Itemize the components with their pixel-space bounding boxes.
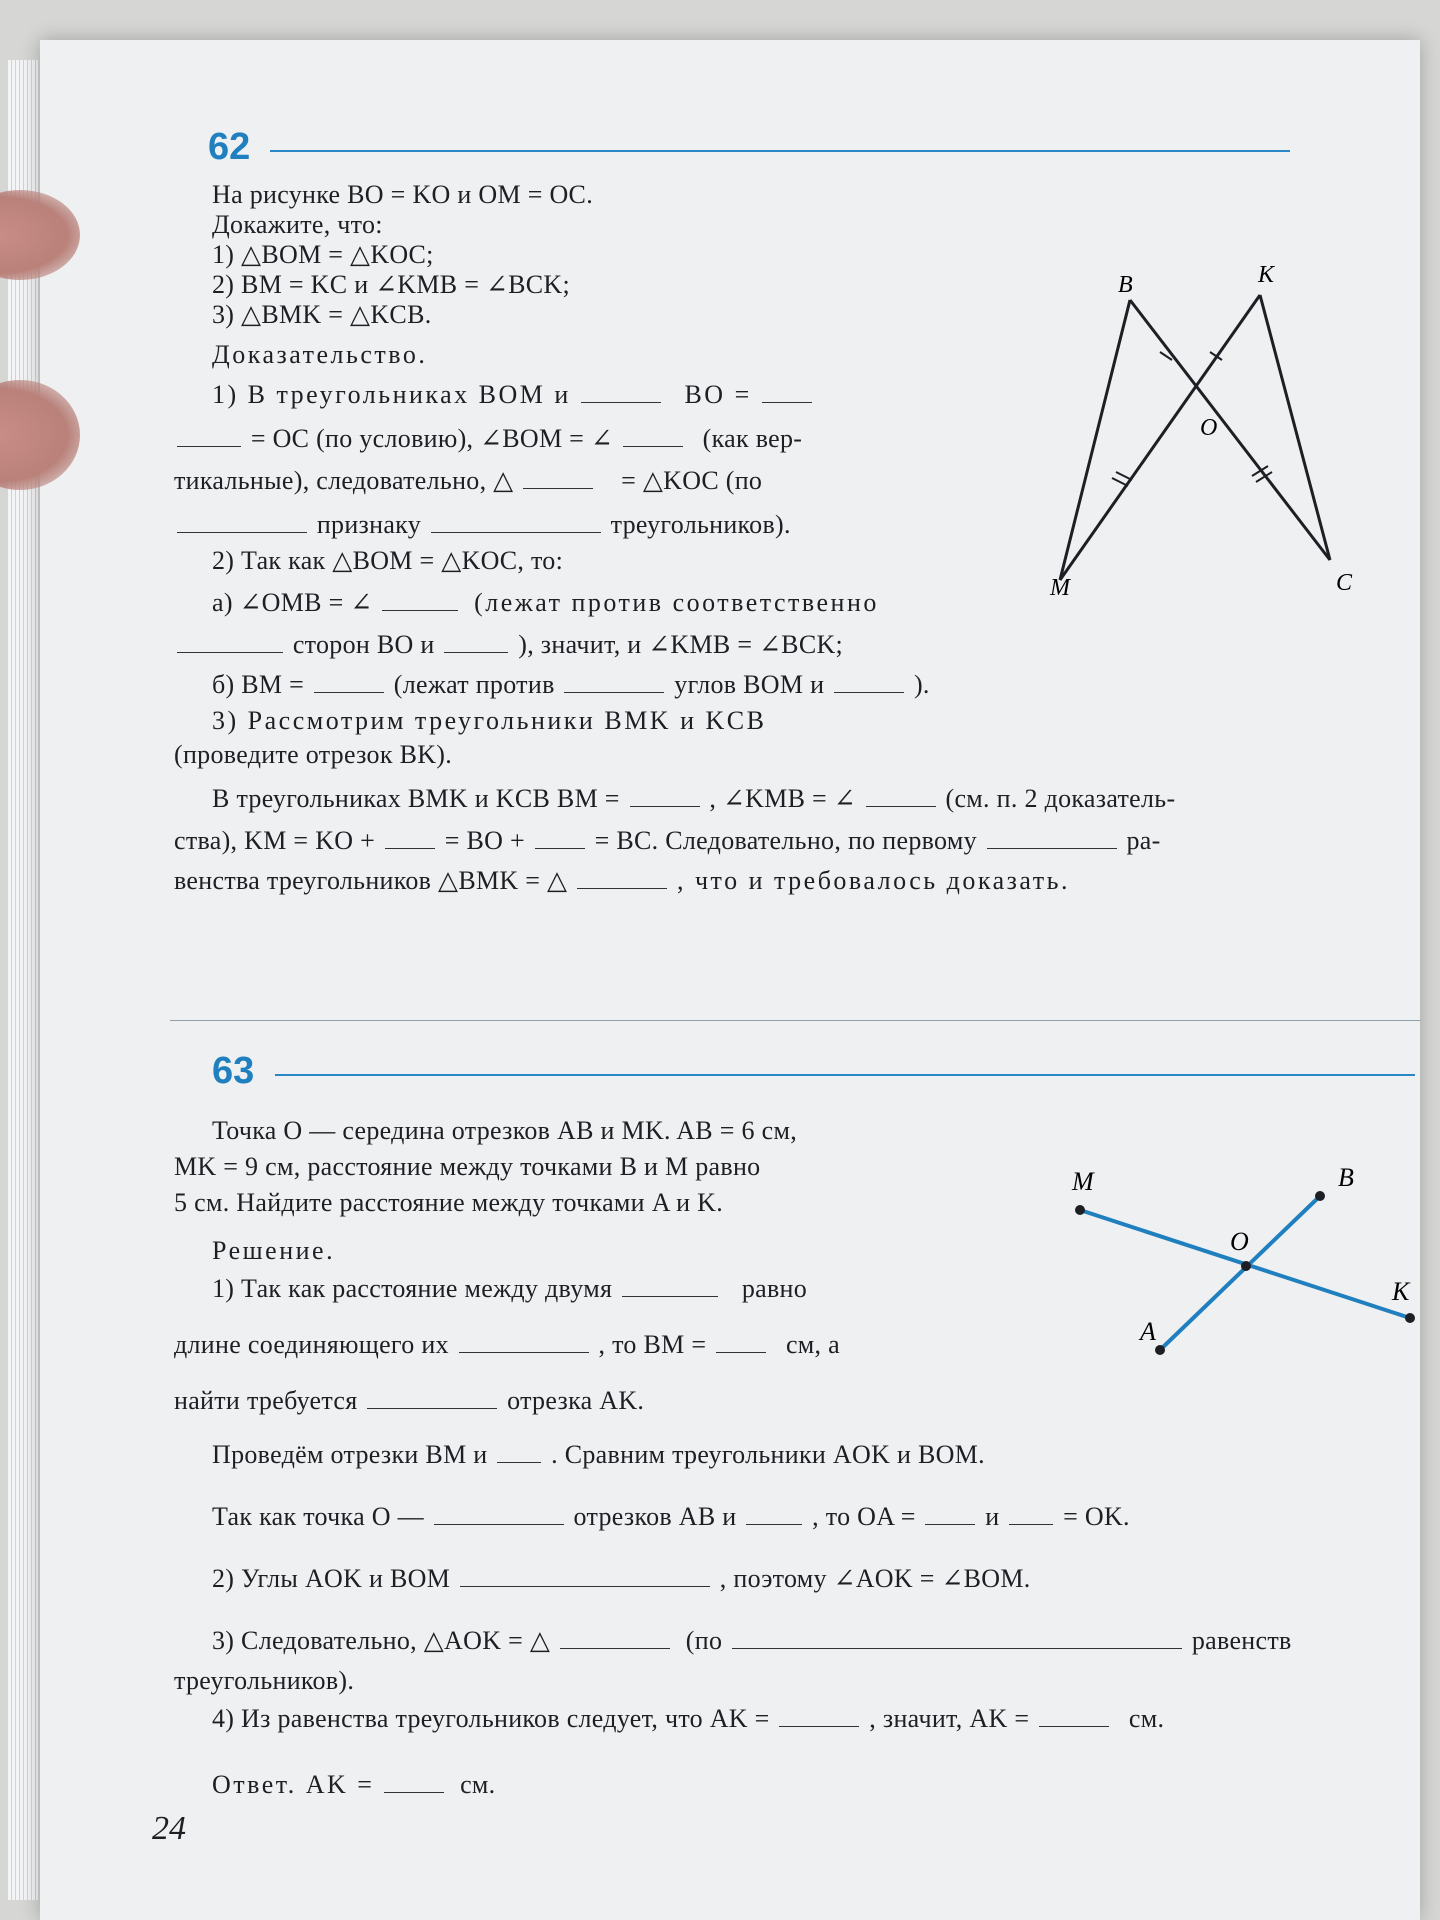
blank[interactable] [623, 424, 683, 447]
task-63-solution-heading: Решение. [212, 1236, 336, 1265]
page-stack-edges [8, 60, 38, 1900]
segment-bm [1060, 300, 1130, 580]
blank[interactable] [925, 1502, 975, 1525]
blank[interactable] [385, 826, 435, 849]
task-63-condition-3: 5 см. Найдите расстояние между точками A и K. [174, 1188, 724, 1217]
task-62-step2a-line2: сторон BO и ), значит, и ∠KMB = ∠BCK; [174, 630, 843, 660]
blank[interactable] [779, 1704, 859, 1727]
label-a: A [1140, 1317, 1156, 1346]
task-62-figure [1040, 260, 1360, 600]
task-62-step1-line4: признаку треугольников). [174, 510, 791, 540]
segment-kc [1260, 295, 1330, 560]
blank[interactable] [367, 1386, 497, 1409]
task-62-step2: 2) Так как △BOM = △KOC, то: [212, 546, 564, 575]
blank[interactable] [523, 466, 593, 489]
label-b: B [1338, 1163, 1354, 1192]
blank[interactable] [1039, 1704, 1109, 1727]
task-63-step1-line3: найти требуется отрезка AK. [174, 1386, 645, 1415]
blank[interactable] [716, 1330, 766, 1353]
label-c: C [1336, 570, 1353, 596]
blank[interactable] [866, 784, 936, 807]
blank[interactable] [622, 1274, 718, 1297]
label-o: O [1230, 1227, 1249, 1256]
label-b: B [1118, 272, 1133, 298]
task-62-prove-heading: Докажите, что: [212, 210, 383, 239]
blank[interactable] [732, 1626, 1182, 1649]
blank[interactable] [497, 1440, 541, 1463]
point-a [1155, 1345, 1165, 1355]
task-62-step3-line2: ства), KM = KO + = BO + = BC. Следовательно, по первому ра- [174, 826, 1161, 855]
task-62-claim-3: 3) △BMK = △KCB. [212, 300, 432, 329]
point-o [1241, 1261, 1251, 1271]
blank[interactable] [444, 630, 508, 653]
task-63-condition-2: MK = 9 см, расстояние между точками B и M равно [174, 1152, 761, 1181]
task-63-step1-line1: 1) Так как расстояние между двумя равно [212, 1274, 808, 1303]
section-divider [170, 1020, 1420, 1021]
blank[interactable] [834, 670, 904, 693]
task-63-step3-line1: 3) Следовательно, △AOK = △ (по равенств [212, 1626, 1292, 1655]
label-m: M [1050, 575, 1070, 600]
task-62-step1-line2: = OC (по условию), ∠BOM = ∠ (как вер- [174, 424, 802, 454]
point-m [1075, 1205, 1085, 1215]
task-62-condition: На рисунке BO = KO и OM = OC. [212, 180, 593, 209]
task-number-63: 63 [212, 1050, 255, 1092]
task-63-figure [1030, 1150, 1420, 1380]
task-62-claim-2: 2) BM = KC и ∠KMB = ∠BCK; [212, 270, 570, 299]
blank[interactable] [560, 1626, 670, 1649]
task-63-step3-line2: треугольников). [174, 1666, 355, 1695]
task-62-step1-line1: 1) В треугольниках BOM и BO = [212, 380, 815, 410]
task-63-rule [275, 1074, 1415, 1076]
label-o: O [1200, 415, 1218, 441]
blank[interactable] [382, 588, 458, 611]
blank[interactable] [630, 784, 700, 807]
task-number-62: 62 [208, 126, 251, 168]
task-62-claim-1: 1) △BOM = △KOC; [212, 240, 434, 269]
blank[interactable] [177, 424, 241, 447]
blank[interactable] [535, 826, 585, 849]
label-m: M [1072, 1167, 1094, 1196]
task-63-step1-line2: длине соединяющего их , то BM = см, а [174, 1330, 840, 1359]
task-63-answer: Ответ. AK = см. [212, 1770, 496, 1799]
task-62-step2a-line1: а) ∠OMB = ∠ (лежат против соответственно [212, 588, 879, 617]
answer-blank[interactable] [384, 1770, 444, 1793]
blank[interactable] [746, 1502, 802, 1525]
label-k: K [1258, 262, 1275, 288]
blank[interactable] [177, 630, 283, 653]
task-62-step3-line3: венства треугольников △BMK = △ , что и требовалось доказать. [174, 866, 1071, 895]
task-62-step1-line3: тикальные), следовательно, △ = △KOC (по [174, 466, 763, 495]
blank[interactable] [177, 510, 307, 533]
task-62-proof-heading: Доказательство. [212, 340, 428, 369]
task-63-step4: 4) Из равенства треугольников следует, что AK = , значит, AK = см. [212, 1704, 1165, 1733]
segment-ab [1160, 1196, 1320, 1350]
blank[interactable] [460, 1564, 710, 1587]
blank[interactable] [434, 1502, 564, 1525]
blank[interactable] [577, 866, 667, 889]
task-63-step2: 2) Углы AOK и BOM , поэтому ∠AOK = ∠BOM. [212, 1564, 1031, 1593]
label-k: K [1392, 1277, 1410, 1306]
blank[interactable] [1009, 1502, 1053, 1525]
blank[interactable] [762, 380, 812, 403]
task-62-step2b: б) BM = (лежат против углов BOM и ). [212, 670, 930, 699]
blank[interactable] [987, 826, 1117, 849]
task-62-step3-hint: (проведите отрезок BK). [174, 740, 453, 769]
page-number: 24 [152, 1810, 186, 1847]
workbook-page [40, 40, 1420, 1920]
task-63-draw-segments: Проведём отрезки BM и . Сравним треугольники AOK и BOM. [212, 1440, 985, 1469]
task-62-step3-line1: В треугольниках BMK и KCB BM = , ∠KMB = ∠ (см. п. 2 доказатель- [212, 784, 1176, 813]
point-k [1405, 1313, 1415, 1323]
task-62-step3: 3) Рассмотрим треугольники BMK и KCB [212, 706, 767, 735]
blank[interactable] [564, 670, 664, 693]
blank[interactable] [431, 510, 601, 533]
task-63-condition-1: Точка O — середина отрезков AB и MK. AB = 6 см, [212, 1116, 797, 1145]
blank[interactable] [314, 670, 384, 693]
task-63-midpoint-line: Так как точка O — отрезков AB и , то OA = и = OK. [212, 1502, 1130, 1531]
task-62-rule [270, 150, 1290, 152]
blank[interactable] [581, 380, 661, 403]
blank[interactable] [459, 1330, 589, 1353]
point-b [1315, 1191, 1325, 1201]
